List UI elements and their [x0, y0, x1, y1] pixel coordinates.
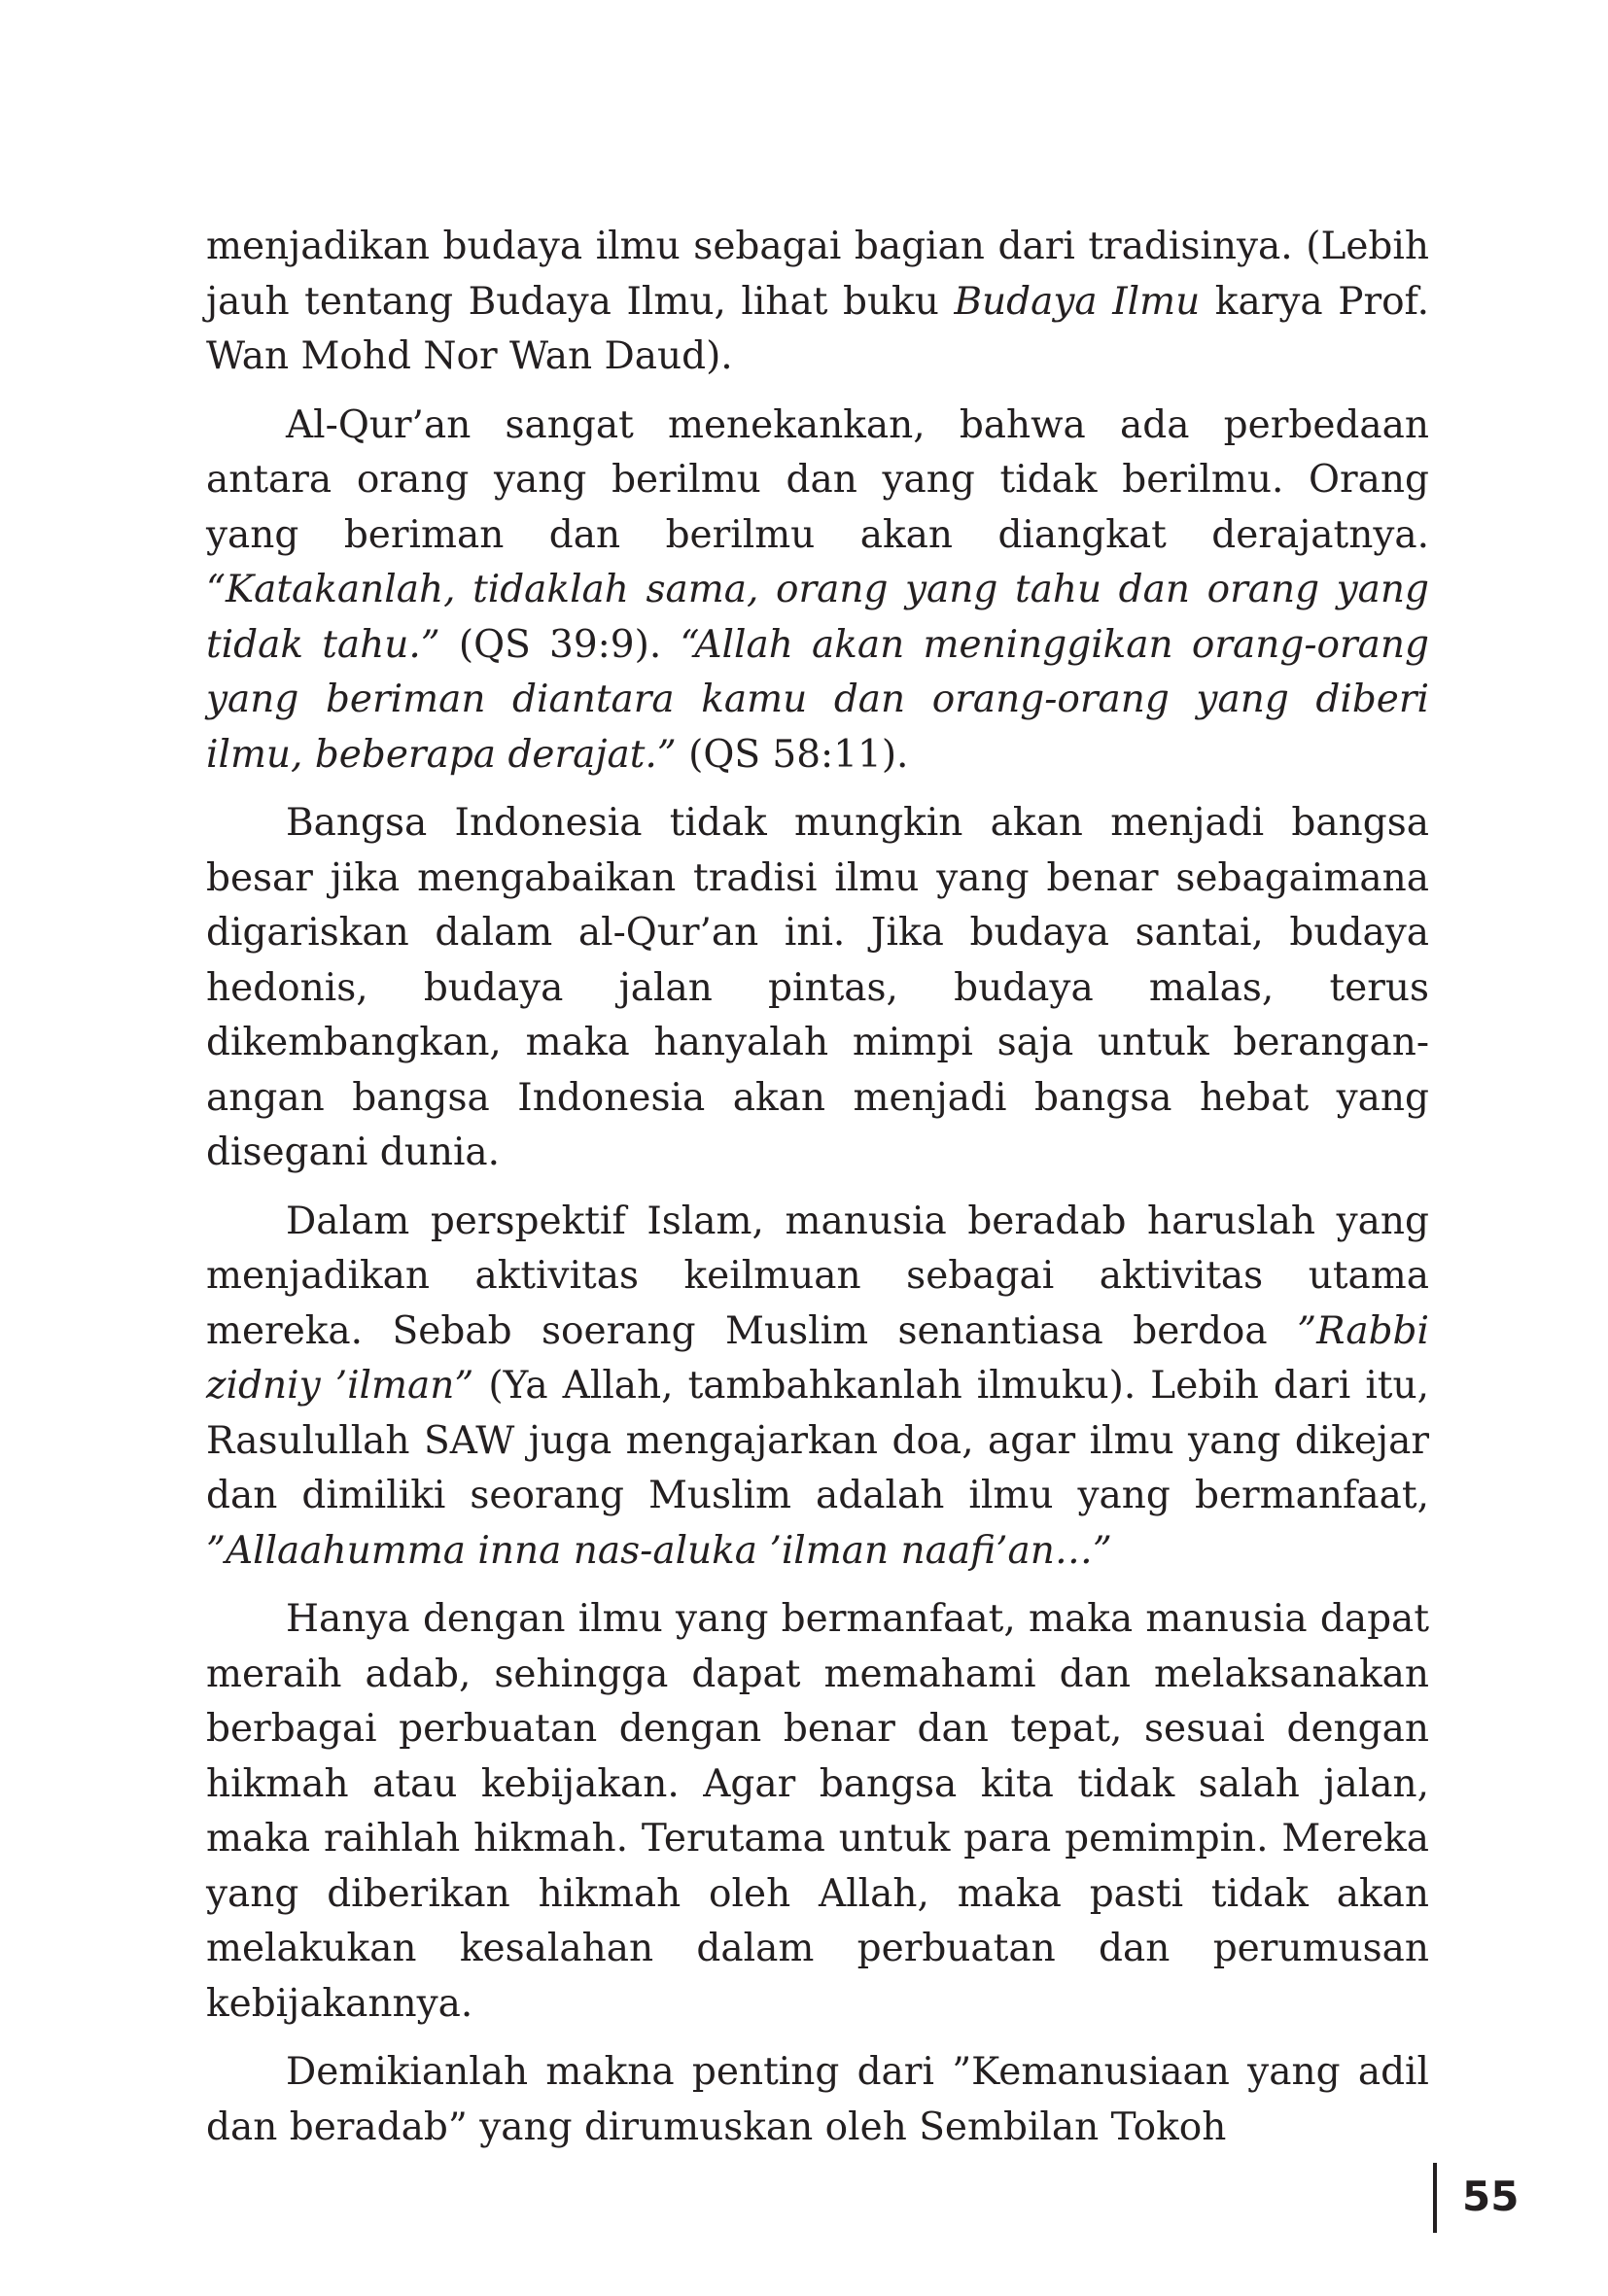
- quote-qs-39-9: “Katakanlah, tidaklah sama, orang yang tahu dan orang yang tidak tahu.”: [206, 568, 1429, 667]
- quote-qs-58-11: “Allah akan meninggikan orang-orang yang beriman diantara kamu dan orang-orang yang diberi ilmu, beberapa derajat.”: [206, 622, 1429, 777]
- paragraph-4: [206, 1195, 1429, 1580]
- page-body: [206, 220, 1429, 2169]
- paragraph-1: [206, 220, 1429, 385]
- paragraph-3-run-1: Bangsa Indonesia tidak mungkin akan menjadi bangsa besar jika mengabaikan tradisi ilmu yang benar sebagaimana digariskan dalam al-Qur’an ini. Jika budaya santai, budaya hedonis, budaya jalan pintas, budaya malas, terus dikembangkan, maka hanyalah mimpi saja untuk berangan-angan bangsa Indonesia akan menjadi bangsa hebat yang disegani dunia.: [206, 801, 1429, 1174]
- paragraph-2-run-3: (QS 39:9).: [439, 622, 681, 667]
- paragraph-4-run-3: (Ya Allah, tambahkanlah ilmuku). Lebih dari itu, Rasulullah SAW juga mengajarkan doa, agar ilmu yang dikejar dan dimiliki seorang Muslim adalah ilmu yang bermanfaat,: [206, 1364, 1429, 1517]
- paragraph-1-run-3: karya Prof. Wan Mohd Nor Wan Daud).: [206, 279, 1430, 378]
- paragraph-6-run-1: Demikianlah makna penting dari ”Kemanusiaan yang adil dan beradab” yang dirumuskan oleh Sembilan Tokoh: [206, 2050, 1429, 2149]
- prayer-rabbi-zidniy: ”Rabbi zidniy ’ilman”: [206, 1308, 1429, 1408]
- paragraph-3: [206, 796, 1429, 1181]
- paragraph-6: [206, 2045, 1429, 2155]
- footer-vertical-rule: [1433, 2163, 1437, 2233]
- page-number: 55: [1462, 2173, 1520, 2220]
- paragraph-4-run-1: Dalam perspektif Islam, manusia beradab haruslah yang menjadikan aktivitas keilmuan sebagai aktivitas utama mereka. Sebab soerang Muslim senantiasa berdoa: [206, 1199, 1429, 1353]
- prayer-allaahumma: ”Allaahumma inna nas-aluka ’ilman naafi’an…”: [206, 1528, 1112, 1573]
- paragraph-2-run-1: Al-Qur’an sangat menekankan, bahwa ada perbedaan antara orang yang berilmu dan yang tidak berilmu. Orang yang beriman dan berilmu akan diangkat derajatnya.: [206, 402, 1429, 557]
- page-footer: [1433, 2163, 1550, 2233]
- paragraph-5: [206, 1592, 1429, 2032]
- paragraph-2-run-5: (QS 58:11).: [676, 732, 909, 777]
- book-title-budaya-ilmu: Budaya Ilmu: [954, 279, 1201, 324]
- paragraph-5-run-1: Hanya dengan ilmu yang bermanfaat, maka manusia dapat meraih adab, sehingga dapat memahami dan melaksanakan berbagai perbuatan dengan benar dan tepat, sesuai dengan hikmah atau kebijakan. Agar bangsa kita tidak salah jalan, maka raihlah hikmah. Terutama untuk para pemimpin. Mereka yang diberikan hikmah oleh Allah, maka pasti tidak akan melakukan kesalahan dalam perbuatan dan perumusan kebijakannya.: [206, 1597, 1429, 2026]
- paragraph-1-run-1: menjadikan budaya ilmu sebagai bagian dari tradisinya. (Lebih jauh tentang Budaya Ilmu, lihat buku: [206, 225, 1429, 324]
- paragraph-2: [206, 399, 1429, 783]
